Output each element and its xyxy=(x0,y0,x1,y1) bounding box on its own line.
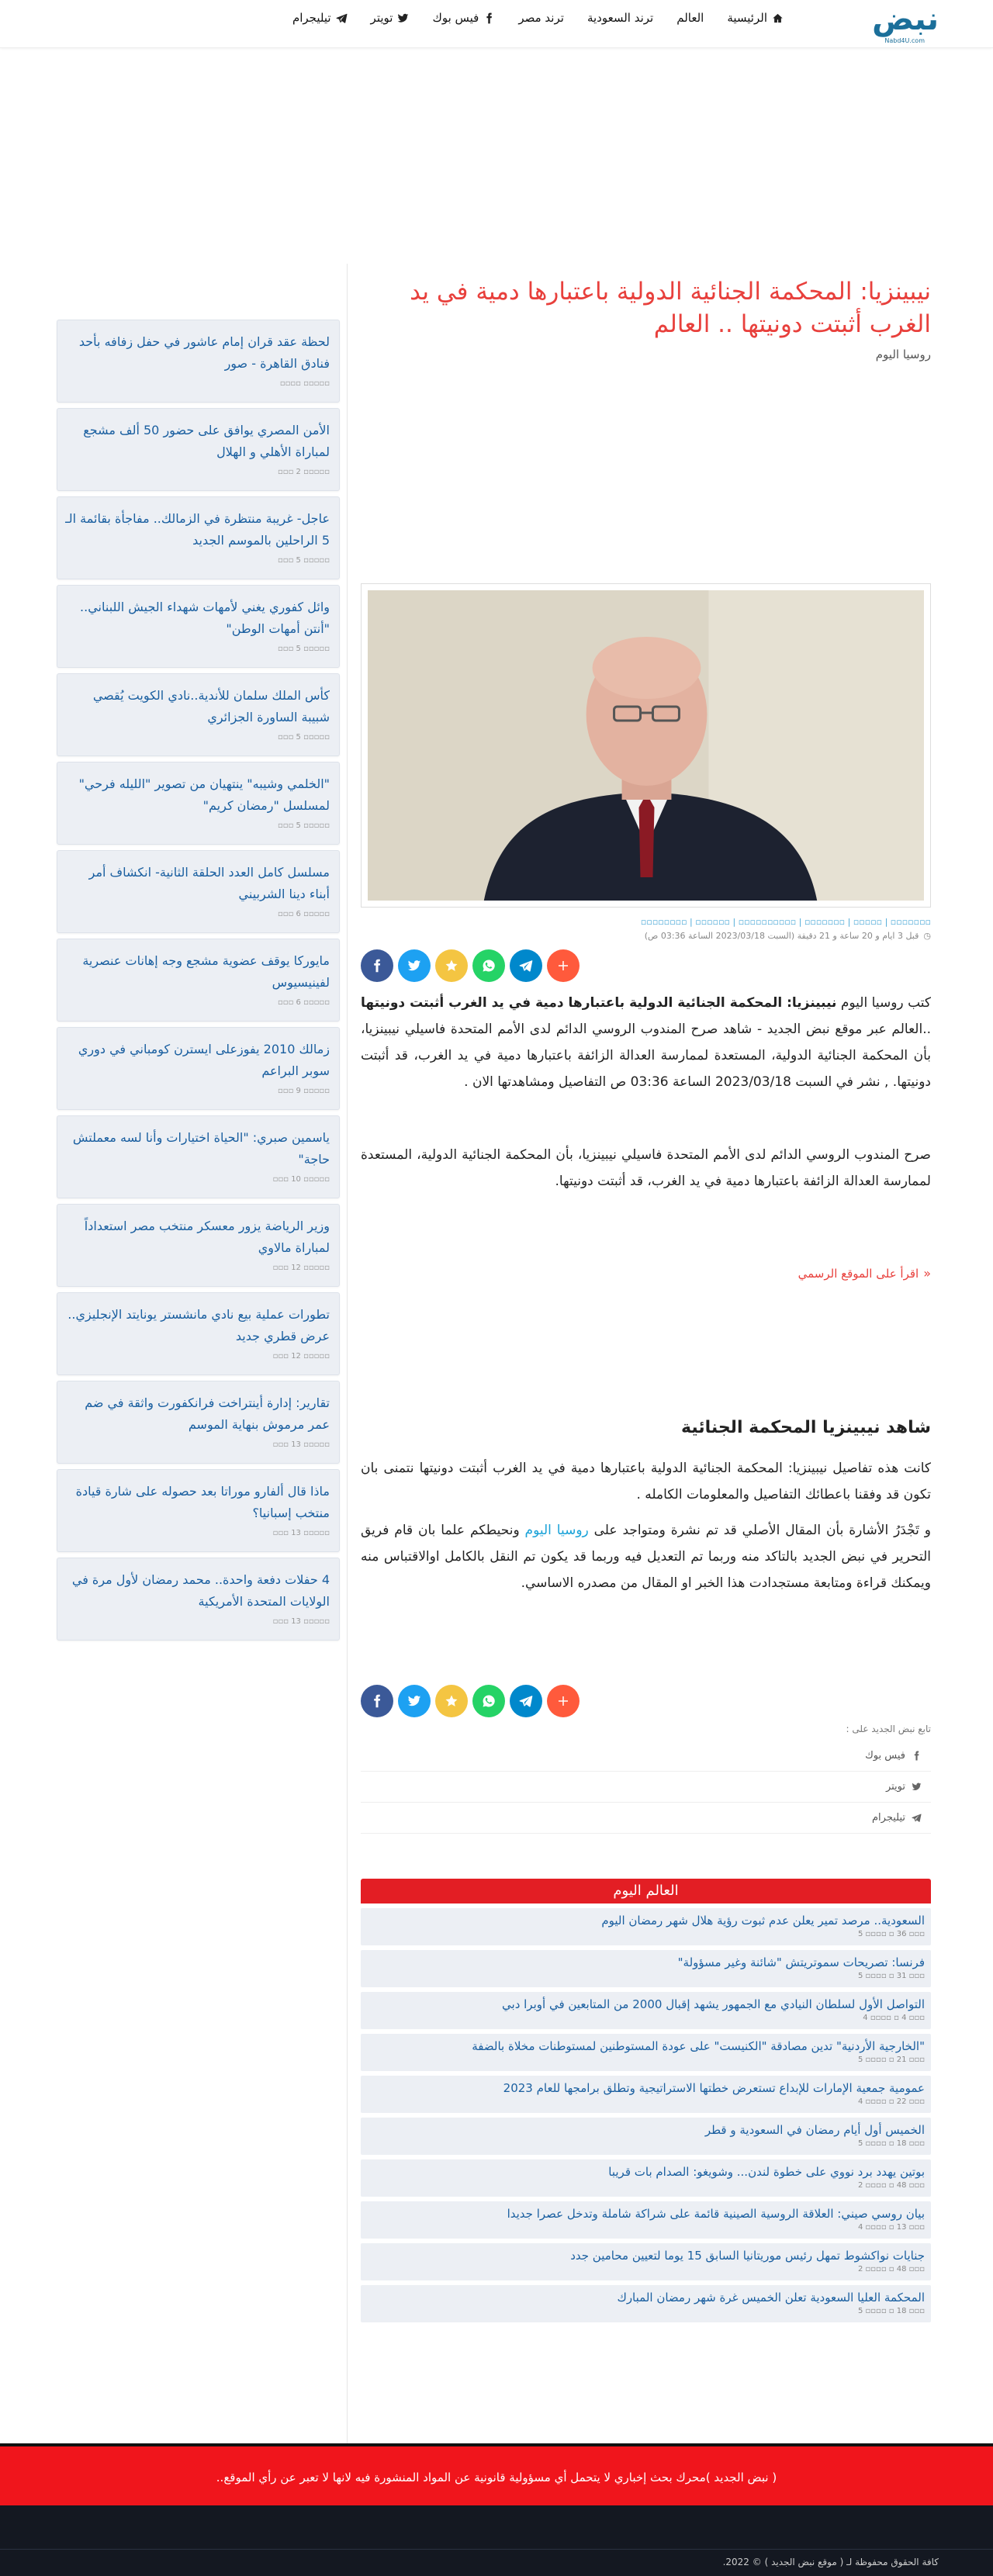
share-star-button[interactable] xyxy=(435,949,468,982)
source-note-paragraph: و تَجْدَرُ الأشارة بأن المقال الأصلي قد تم نشرة ومتواجد على روسيا اليوم ونحيطكم علما بان قام فريق التحرير في نبض الجديد بالتاكد منه وربما تم التعديل فيه وربما قد يكون تم النقل بالكامل اوالاقتباس منه ويمكنك قراءة ومتابعة مستجدادت هذا الخبر او المقال من مصدره الاساسي. xyxy=(361,1523,931,1591)
share-whatsapp-button[interactable] xyxy=(472,1685,505,1717)
sidebar-news-title[interactable]: ياسمين صبري: "الحياة اختيارات وأنا لسه معملتش حاجة" xyxy=(72,1130,330,1167)
sidebar-news-item[interactable] xyxy=(57,1381,340,1464)
nav-item-trend-saudi[interactable]: ترند السعودية xyxy=(586,11,654,25)
world-news-list xyxy=(361,1908,931,2322)
world-news-meta: ▫▫▫ 48 ▫ ▫▫▫▫ 2 xyxy=(857,2265,925,2273)
share-plus-button[interactable] xyxy=(547,949,580,982)
article-title: نيبينزيا: المحكمة الجنائية الدولية باعتبارها دمية في يد الغرب أثبتت دونيتها .. العالم xyxy=(410,278,931,338)
footer xyxy=(0,2505,993,2576)
facebook-icon xyxy=(483,12,495,24)
follow-box xyxy=(361,1724,931,1834)
logo-text: نبض xyxy=(872,2,939,37)
telegram-icon xyxy=(336,12,348,24)
sidebar-news-title[interactable]: "الخلمي وشيبه" ينتهيان من تصوير "الليله فرحي" لمسلسل "رمضان كريم" xyxy=(78,776,330,813)
whatsapp-icon xyxy=(482,959,496,973)
sidebar-news-item[interactable] xyxy=(57,408,340,491)
copyright: كافة الحقوق محفوظة لـ ( موقع نبض الجديد ) © 2022. xyxy=(722,2557,939,2567)
world-news-item[interactable] xyxy=(361,2118,931,2155)
world-news-title[interactable]: بوتين يهدد برد نووي على خطوة لندن... وشويغو: الصدام بات قريبا xyxy=(608,2165,925,2179)
sidebar-news-meta: ▫▫▫▫▫ 5 ▫▫▫ xyxy=(278,733,330,742)
twitter-icon xyxy=(397,12,409,24)
sidebar-news-title[interactable]: مايوركا يوقف عضوية مشجع وجه إهانات عنصرية لفينيسيوس xyxy=(82,953,330,990)
share-telegram-button[interactable] xyxy=(510,1685,542,1717)
world-news-meta: ▫▫▫ 22 ▫ ▫▫▫▫ 4 xyxy=(857,2097,925,2106)
world-news-item[interactable] xyxy=(361,1992,931,2029)
sidebar-news-meta: ▫▫▫▫▫ 10 ▫▫▫ xyxy=(272,1175,330,1184)
world-news-meta: ▫▫▫ 18 ▫ ▫▫▫▫ 5 xyxy=(857,2307,925,2315)
sidebar-news-item[interactable] xyxy=(57,1558,340,1641)
star-icon xyxy=(445,1694,458,1708)
sidebar-news-meta: ▫▫▫▫▫ 13 ▫▫▫ xyxy=(272,1529,330,1537)
world-news-meta: ▫▫▫ 31 ▫ ▫▫▫▫ 5 xyxy=(857,1972,925,1980)
column-divider xyxy=(347,264,348,2451)
sidebar xyxy=(57,320,340,1646)
world-news-meta: ▫▫▫ 36 ▫ ▫▫▫▫ 5 xyxy=(857,1930,925,1938)
sidebar-news-title[interactable]: لحظة عقد قران إمام عاشور في حفل زفافه بأحد فنادق القاهرة - صور xyxy=(78,334,330,371)
follow-facebook[interactable]: فيس بوك xyxy=(361,1741,931,1772)
world-news-meta: ▫▫▫ 18 ▫ ▫▫▫▫ 5 xyxy=(857,2139,925,2148)
top-navbar xyxy=(0,0,993,48)
world-news-item[interactable] xyxy=(361,1950,931,1987)
sidebar-news-meta: ▫▫▫▫▫ 5 ▫▫▫ xyxy=(278,556,330,565)
article-source[interactable]: روسيا اليوم xyxy=(875,348,931,361)
article-body-lead: كتب روسيا اليوم نيبينزيا: المحكمة الجنائية الدولية باعتبارها دمية في يد الغرب أثبتت دونيتها ..العالم عبر موقع نبض الجديد - شاهد صرح المندوب الروسي الدائم لدى الأمم المتحدة فاسيلي نيبينزيا، بأن المحكمة الجنائية الدولية، المستعدة لممارسة العدالة الزائفة باعتبارها دمية في يد الغرب، قد أثبتت دونيتها. , نشر في السبت 2023/03/18 الساعة 03:36 ص التفاصيل ومشاهدتها الان . xyxy=(361,995,931,1090)
telegram-icon xyxy=(519,959,533,973)
article-image xyxy=(368,590,924,901)
sidebar-news-title[interactable]: وائل كفوري يغني لأمهات شهداء الجيش اللبناني.. "أنتن أمهات الوطن" xyxy=(80,600,330,636)
article-meta: ◷ قبل 3 ايام و 20 ساعة و 21 دقيقة (السبت 2023/03/18 الساعة 03:36 ص) xyxy=(644,931,931,941)
share-telegram-button[interactable] xyxy=(510,949,542,982)
plus-icon xyxy=(556,1694,570,1708)
world-news-heading: العالم اليوم xyxy=(361,1879,931,1903)
sidebar-news-title[interactable]: 4 حفلات دفعة واحدة.. محمد رمضان لأول مرة في الولايات المتحدة الأمريكية xyxy=(71,1572,330,1609)
share-twitter-button[interactable] xyxy=(398,1685,431,1717)
world-news-meta: ▫▫▫ 21 ▫ ▫▫▫▫ 5 xyxy=(857,2056,925,2064)
sidebar-news-title[interactable]: تطورات عملية بيع نادي مانشستر يونايتد الإنجليزي.. عرض قطري جديد xyxy=(67,1307,330,1343)
source-link[interactable]: روسيا اليوم xyxy=(524,1523,589,1538)
world-news-item[interactable] xyxy=(361,2243,931,2280)
footer-divider xyxy=(0,2549,993,2550)
sidebar-news-title[interactable]: مسلسل كامل العدد الحلقة الثانية- انكشاف أمر أبناء دينا الشربيني xyxy=(88,865,330,901)
sidebar-news-item[interactable] xyxy=(57,320,340,403)
world-news-title[interactable]: عمومية جمعية الإمارات للإبداع تستعرض خطتها الاستراتيجية وتطلق برامجها للعام 2023 xyxy=(503,2081,925,2095)
disclaimer-bar: ( نبض الجديد )محرك بحث إخباري لا يتحمل أي مسؤولية قانونية عن المواد المنشورة فيه لانها لا تعبر عن رأي الموقع.. xyxy=(0,2443,993,2505)
twitter-icon xyxy=(912,1782,922,1792)
sidebar-news-meta: ▫▫▫▫▫ 6 ▫▫▫ xyxy=(278,910,330,918)
sidebar-news-item[interactable] xyxy=(57,673,340,756)
share-plus-button[interactable] xyxy=(547,1685,580,1717)
nav-item-facebook[interactable]: فيس بوك xyxy=(432,11,495,25)
sidebar-news-title[interactable]: الأمن المصري يوافق على حضور 50 ألف مشجع لمباراة الأهلي و الهلال xyxy=(83,423,330,459)
share-facebook-button[interactable] xyxy=(361,949,393,982)
sidebar-news-item[interactable] xyxy=(57,585,340,668)
world-news-title[interactable]: "الخارجية الأردنية" تدين مصادقة "الكنيست" على عودة المستوطنين لمستوطنات مخلاة بالضفة xyxy=(472,2039,925,2053)
sidebar-news-meta: ▫▫▫▫▫ 5 ▫▫▫ xyxy=(278,645,330,653)
read-more-link[interactable]: « اقرأ على الموقع الرسمي xyxy=(798,1266,931,1281)
world-news-box xyxy=(361,1879,931,2322)
watch-paragraph: كانت هذه تفاصيل نيبينزيا: المحكمة الجنائية الدولية باعتبارها دمية في يد الغرب أثبتت دونيتها نتمنى بان تكون قد وفقنا باعطائك التفاصيل والمعلومات الكامله . xyxy=(361,1461,931,1502)
world-news-item[interactable] xyxy=(361,2285,931,2322)
sidebar-news-title[interactable]: تقارير: إدارة أينتراخت فرانكفورت واثقة في ضم عمر مرموش بنهاية الموسم xyxy=(85,1395,330,1432)
clock-icon: ◷ xyxy=(923,931,931,941)
world-news-item[interactable] xyxy=(361,2034,931,2071)
star-icon xyxy=(445,959,458,973)
follow-twitter[interactable]: تويتر xyxy=(361,1772,931,1803)
sidebar-news-item[interactable] xyxy=(57,939,340,1022)
nav-item-telegram[interactable]: تيليجرام xyxy=(292,11,348,25)
sidebar-news-item[interactable] xyxy=(57,1292,340,1375)
facebook-icon xyxy=(912,1751,922,1761)
world-news-meta: ▫▫▫ 4 ▫ ▫▫▫▫ 4 xyxy=(863,2014,925,2022)
sidebar-news-meta: ▫▫▫▫▫ ▫▫▫▫ xyxy=(279,379,330,388)
sidebar-news-meta: ▫▫▫▫▫ 13 ▫▫▫ xyxy=(272,1617,330,1626)
sidebar-news-meta: ▫▫▫▫▫ 6 ▫▫▫ xyxy=(278,998,330,1007)
world-news-title[interactable]: الخميس أول أيام رمضان في السعودية و قطر xyxy=(704,2123,925,2137)
world-news-title[interactable]: السعودية.. مرصد تمير يعلن عدم ثبوت رؤية هلال شهر رمضان اليوم xyxy=(601,1914,925,1928)
article-tags[interactable]: ▫▫▫▫▫▫▫ | ▫▫▫▫▫ | ▫▫▫▫▫▫▫ | ▫▫▫▫▫▫▫▫▫▫ | ▫▫▫▫▫▫ | ▫▫▫▫▫▫▫▫ xyxy=(640,917,931,927)
home-icon xyxy=(772,12,784,24)
sidebar-news-item[interactable] xyxy=(57,1027,340,1110)
telegram-icon xyxy=(912,1813,922,1823)
telegram-icon xyxy=(519,1694,533,1708)
sidebar-news-meta: ▫▫▫▫▫ 13 ▫▫▫ xyxy=(272,1440,330,1449)
share-star-button[interactable] xyxy=(435,1685,468,1717)
article-image-frame xyxy=(361,583,931,908)
world-news-item[interactable] xyxy=(361,2076,931,2113)
sidebar-news-title[interactable]: عاجل- غريبة منتظرة في الزمالك.. مفاجأة بقائمة الـ 5 الراحلين بالموسم الجديد xyxy=(65,511,330,548)
world-news-title[interactable]: المحكمة العليا السعودية تعلن الخميس غرة شهر رمضان المبارك xyxy=(617,2291,925,2305)
world-news-item[interactable] xyxy=(361,2159,931,2197)
nav-item-home[interactable]: الرئيسية xyxy=(727,11,784,25)
sidebar-news-item[interactable] xyxy=(57,762,340,845)
double-chevron-icon: « xyxy=(923,1266,931,1281)
world-news-item[interactable] xyxy=(361,1908,931,1945)
world-news-item[interactable] xyxy=(361,2201,931,2239)
facebook-icon xyxy=(370,959,384,973)
world-news-title[interactable]: فرنسا: تصريحات سموتريتش "شائنة وغير مسؤولة" xyxy=(677,1955,925,1969)
follow-heading: تابع نبض الجديد على : xyxy=(846,1724,931,1734)
sidebar-news-meta: ▫▫▫▫▫ 2 ▫▫▫ xyxy=(278,468,330,476)
sidebar-news-meta: ▫▫▫▫▫ 12 ▫▫▫ xyxy=(272,1352,330,1361)
share-bar-top xyxy=(361,949,580,982)
world-news-title[interactable]: التواصل الأول لسلطان النيادي مع الجمهور يشهد إقبال 2000 من المتابعين في أوبرا دبي xyxy=(502,1997,925,2011)
sidebar-news-title[interactable]: كأس الملك سلمان للأندية..نادي الكويت يُقصي شبيبة الساورة الجزائري xyxy=(92,688,330,724)
sidebar-news-title[interactable]: ماذا قال ألفارو موراتا بعد حصوله على شارة قيادة منتخب إسبانيا؟ xyxy=(75,1484,330,1520)
watch-heading: شاهد نيبينزيا المحكمة الجنائية xyxy=(681,1418,931,1437)
sidebar-news-item[interactable] xyxy=(57,1204,340,1287)
sidebar-news-item[interactable] xyxy=(57,1469,340,1552)
nav-item-world[interactable]: العالم xyxy=(676,11,704,25)
follow-telegram[interactable]: تيليجرام xyxy=(361,1803,931,1834)
sidebar-news-item[interactable] xyxy=(57,1115,340,1198)
sidebar-news-title[interactable]: زمالك 2010 يفوزعلى ايسترن كومباني في دوري سوبر البراعم xyxy=(78,1042,330,1078)
nav-item-twitter[interactable]: تويتر xyxy=(371,11,410,25)
plus-icon xyxy=(556,959,570,973)
share-twitter-button[interactable] xyxy=(398,949,431,982)
portrait-illustration xyxy=(368,590,924,901)
sidebar-news-meta: ▫▫▫▫▫ 12 ▫▫▫ xyxy=(272,1264,330,1272)
sidebar-news-meta: ▫▫▫▫▫ 5 ▫▫▫ xyxy=(278,821,330,830)
sidebar-news-meta: ▫▫▫▫▫ 9 ▫▫▫ xyxy=(278,1087,330,1095)
article-body: صرح المندوب الروسي الدائم لدى الأمم المتحدة فاسيلي نيبينزيا، بأن المحكمة الجنائية الدولية، المستعدة لممارسة العدالة الزائفة باعتبارها دمية في يد الغرب، قد أثبتت دونيتها. xyxy=(361,1147,931,1189)
share-bar-bottom xyxy=(361,1685,580,1717)
article-headline-inline: نيبينزيا: المحكمة الجنائية الدولية باعتبارها دمية في يد الغرب أثبتت دونيتها xyxy=(361,995,837,1011)
main-nav xyxy=(292,11,784,25)
logo-domain: Nabd4U.com xyxy=(884,37,925,44)
sidebar-news-item[interactable] xyxy=(57,496,340,579)
sidebar-news-title[interactable]: وزير الرياضة يزور معسكر منتخب مصر استعداداً لمباراة مالاوي xyxy=(84,1219,330,1255)
facebook-icon xyxy=(370,1694,384,1708)
world-news-title[interactable]: بيان روسي صيني: العلاقة الروسية الصينية قائمة على شراكة شاملة وتدخل عصرا جديدا xyxy=(507,2207,925,2221)
whatsapp-icon xyxy=(482,1694,496,1708)
share-whatsapp-button[interactable] xyxy=(472,949,505,982)
share-facebook-button[interactable] xyxy=(361,1685,393,1717)
sidebar-news-item[interactable] xyxy=(57,850,340,933)
world-news-meta: ▫▫▫ 13 ▫ ▫▫▫▫ 4 xyxy=(857,2223,925,2232)
nav-item-trend-egypt[interactable]: ترند مصر xyxy=(518,11,564,25)
site-logo[interactable] xyxy=(838,3,939,43)
twitter-icon xyxy=(407,959,421,973)
world-news-meta: ▫▫▫ 48 ▫ ▫▫▫▫ 2 xyxy=(857,2181,925,2190)
world-news-title[interactable]: جنايات نواكشوط تمهل رئيس موريتانيا السابق 15 يوما لتعيين محامين جدد xyxy=(570,2249,925,2263)
twitter-icon xyxy=(407,1694,421,1708)
